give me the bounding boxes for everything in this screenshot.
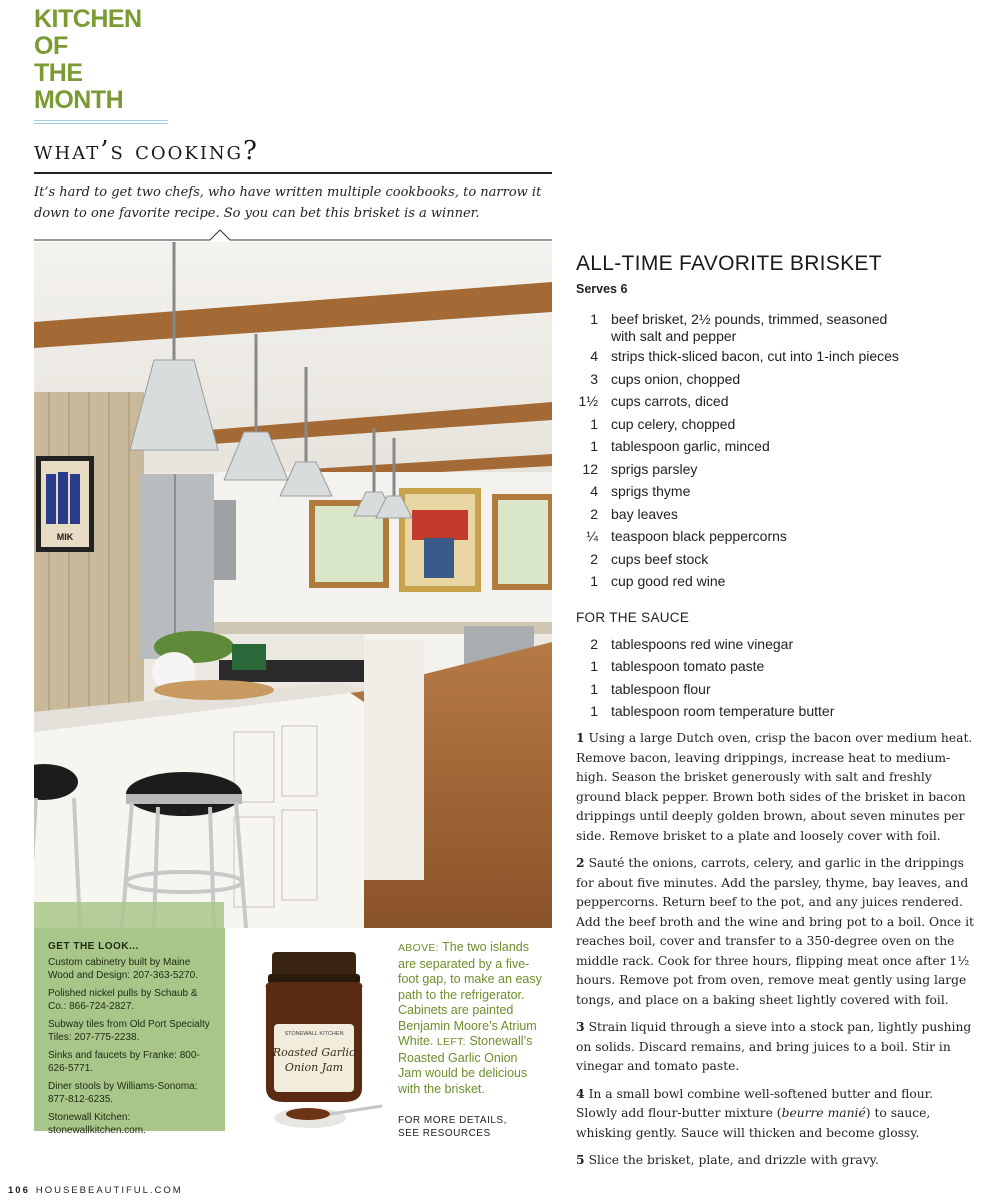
ingredient-row xyxy=(576,461,976,478)
recipe-title: ALL-TIME FAVORITE BRISKET xyxy=(576,252,882,275)
ingredient-qty: 3 xyxy=(590,371,598,387)
ingredient-text: tablespoon tomato paste xyxy=(611,658,765,674)
sauce-heading: FOR THE SAUCE xyxy=(576,610,690,625)
ingredient-text: sprigs thyme xyxy=(611,483,691,499)
recipe-serves: Serves 6 xyxy=(576,282,628,296)
section-flag-line2: THE MONTH xyxy=(34,59,124,114)
ingredient-text: teaspoon black peppercorns xyxy=(611,528,787,544)
photo-caption xyxy=(398,940,544,1097)
recipe-step xyxy=(576,1150,976,1171)
ingredient-row xyxy=(576,371,976,388)
jar-brand: STONEWALL KITCHEN xyxy=(284,1031,344,1037)
caption-above-text: The two islands are separated by a five-foot gap, to make an easy path to the refrigerator. Cabinets are painted Benjamin Moore’s Atrium White. xyxy=(398,940,542,1048)
ingredient-text: tablespoon garlic, minced xyxy=(611,438,770,454)
get-the-look-heading: GET THE LOOK... xyxy=(48,941,139,952)
step-text: Using a large Dutch oven, crisp the bacon over medium heat. Remove bacon, leaving drippings, increase heat to medium-high. Season the brisket generously with salt and freshly ground black pepper. Brown both sides of the brisket in bacon drippings until deeply golden brown, about seven minutes per side. Remove brisket to a plate and loosely cover with foil. xyxy=(576,731,973,843)
credit-item: Stonewall Kitchen: stonewallkitchen.com. xyxy=(48,1112,146,1136)
ingredient-qty: 1 xyxy=(590,438,598,454)
caption-left-label: LEFT: xyxy=(436,1036,466,1048)
step-number: 4 xyxy=(576,1085,585,1101)
ingredient-qty: 1 xyxy=(590,311,598,327)
ingredient-row xyxy=(576,483,976,500)
page-folio xyxy=(8,1185,183,1196)
recipe-step xyxy=(576,728,976,846)
recipe-step xyxy=(576,1084,976,1144)
section-flag xyxy=(34,6,168,124)
step-number: 5 xyxy=(576,1152,585,1167)
ingredient-text: tablespoon flour xyxy=(611,681,711,697)
ingredient-qty: 1 xyxy=(590,416,598,432)
credit-item: Custom cabinetry built by Maine Wood and Design: 207-363-5270. xyxy=(48,957,198,981)
ingredient-row xyxy=(576,573,976,590)
step-number: 2 xyxy=(576,855,585,870)
section-flag-line1: KITCHEN OF xyxy=(34,5,142,60)
recipe-step xyxy=(576,1017,976,1077)
ingredient-text: tablespoon room temperature butter xyxy=(611,703,835,719)
recipe-steps xyxy=(576,728,976,1178)
ingredient-text: strips thick-sliced bacon, cut into 1-inch pieces xyxy=(611,348,899,364)
ingredient-text: cups carrots, diced xyxy=(611,393,729,409)
caption-left-text: Stonewall’s Roasted Garlic Onion Jam would be delicious with the brisket. xyxy=(398,1034,533,1096)
ingredient-row xyxy=(576,528,976,545)
ingredient-text: cup celery, chopped xyxy=(611,416,736,432)
credit-item: Polished nickel pulls by Schaub & Co.: 866-724-2827. xyxy=(48,988,198,1012)
ingredient-text: cups beef stock xyxy=(611,551,709,567)
poster-text: MIK xyxy=(56,532,74,542)
page-number: 106 xyxy=(8,1185,30,1196)
step-text: Sauté the onions, carrots, celery, and garlic in the drippings for about five minutes. Add the parsley, thyme, bay leaves, and peppercorns. Return beef to the pot, and any juices rendered. Add the beef broth and the wine and bring pot to a boil. Once it reaches boil, cover and transfer to a 350-degree oven on the middle rack. Cook for three hours, flipping meat once after 1½ hours. Remove pot from oven, remove meat gently using large tongs, and place on a baking sheet lightly covered with foil. xyxy=(576,856,974,1007)
ingredient-qty: 4 xyxy=(590,483,598,499)
ingredient-text: sprigs parsley xyxy=(611,461,698,477)
ingredient-row xyxy=(576,416,976,433)
ingredient-text: cups onion, chopped xyxy=(611,371,741,387)
ingredient-qty: 1 xyxy=(590,681,598,697)
intro-text: It’s hard to get two chefs, who have written multiple cookbooks, to narrow it down to one favorite recipe. So you can bet this brisket is a winner. xyxy=(34,185,542,221)
ingredient-row xyxy=(576,438,976,455)
ingredient-text: tablespoons red wine vinegar xyxy=(611,636,794,652)
ingredient-qty: 1 xyxy=(590,573,598,589)
credit-item: Sinks and faucets by Franke: 800-626-5771. xyxy=(48,1050,200,1074)
sauce-ingredient-row xyxy=(576,636,976,653)
sauce-ingredient-row xyxy=(576,681,976,698)
ingredient-qty: 12 xyxy=(582,461,598,477)
headline xyxy=(34,136,259,166)
sauce-ingredient-row xyxy=(576,658,976,675)
more-details-line1: FOR MORE DETAILS, xyxy=(398,1115,507,1126)
photo-notch-rule xyxy=(34,229,552,241)
site-name: HOUSEBEAUTIFUL.COM xyxy=(35,1185,183,1196)
step-text: ) to sauce, whisking gently. Sauce will thicken and become glossy. xyxy=(576,1106,931,1140)
ingredient-text: beef brisket, 2½ pounds, trimmed, seasoned with salt and pepper xyxy=(611,311,888,344)
ingredient-qty: ¼ xyxy=(586,528,598,544)
credit-item: Diner stools by Williams-Sonoma: 877-812-6235. xyxy=(48,1081,198,1105)
credit-item: Subway tiles from Old Port Specialty Tiles: 207-775-2238. xyxy=(48,1019,210,1043)
step-number: 1 xyxy=(576,730,585,745)
step-text: Strain liquid through a sieve into a stock pan, lightly pushing on solids. Discard remains, and bring juices to a boil. Stir in vinegar and tomato paste. xyxy=(576,1020,972,1073)
ingredient-qty: 2 xyxy=(590,506,598,522)
section-flag-rule xyxy=(34,120,168,124)
more-details-note xyxy=(398,1115,507,1140)
ingredient-row xyxy=(576,506,976,523)
ingredient-row xyxy=(576,551,976,568)
step-text: Slice the brisket, plate, and drizzle with gravy. xyxy=(588,1153,879,1167)
sauce-ingredient-row xyxy=(576,703,976,720)
ingredient-text: cup good red wine xyxy=(611,573,726,589)
step-text-emphasis: beurre manié xyxy=(781,1106,866,1120)
caption-above-label: ABOVE: xyxy=(398,942,439,954)
jam-jar-image xyxy=(244,938,394,1138)
get-the-look-box xyxy=(34,928,225,1136)
step-text: In a small bowl combine well-softened butter and flour. Slowly add flour-butter mixture ( xyxy=(576,1086,934,1120)
ingredient-row xyxy=(576,393,976,410)
jar-label-line2: Onion Jam xyxy=(284,1061,344,1074)
ingredient-qty: 2 xyxy=(590,551,598,567)
ingredient-qty: 1 xyxy=(590,703,598,719)
step-number: 3 xyxy=(576,1019,585,1034)
ingredient-qty: 2 xyxy=(590,636,598,652)
recipe-step xyxy=(576,853,976,1010)
ingredient-qty: 1 xyxy=(590,658,598,674)
headline-text: what’s cooking? xyxy=(34,136,259,166)
headline-rule xyxy=(34,172,552,174)
ingredient-qty: 4 xyxy=(590,348,598,364)
jar-label-line1: Roasted Garlic xyxy=(272,1046,356,1059)
ingredient-qty: 1½ xyxy=(578,393,598,409)
ingredient-text: bay leaves xyxy=(611,506,678,522)
ingredient-row xyxy=(576,348,976,365)
more-details-line2: SEE RESOURCES xyxy=(398,1127,491,1139)
ingredient-row xyxy=(576,311,976,344)
kitchen-photo xyxy=(34,242,552,928)
